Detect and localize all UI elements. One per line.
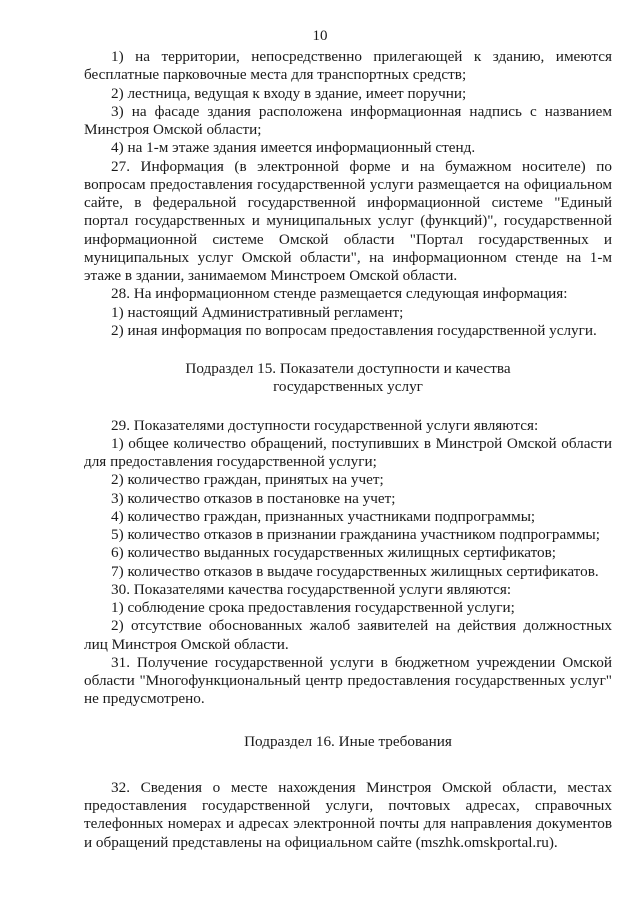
paragraph-28: 28. На информационном стенде размещается следующая информация: bbox=[111, 285, 568, 303]
section-15-heading-line-1: Подраздел 15. Показатели доступности и качества bbox=[185, 360, 511, 377]
paragraph-28-item-2: 2) иная информация по вопросам предоставления государственной услуги. bbox=[111, 321, 597, 339]
paragraph-32: 32. Сведения о месте нахождения Минстроя Омской области, местах предоставления государственной услуги, почтовых адресах, справочных телефонных номерах и адресах электронной почты для направления документов и обращений представлены на официальном сайте (mszhk.omskportal.ru). bbox=[84, 778, 612, 851]
paragraph-info-stand: 4) на 1-м этаже здания имеется информационный стенд. bbox=[111, 139, 476, 157]
paragraph-29-item-4: 4) количество граждан, признанных участниками подпрограммы; bbox=[111, 507, 536, 525]
paragraph-27: 27. Информация (в электронной форме и на бумажном носителе) по вопросам предоставления государственной услуги размещается на официальном сайте, в федеральной государственной информационной системе "Единый портал государственных и муниципальных услуг (функций)", государственной информационной системе Омской области "Портал государственных и муниципальных услуг Омской области", на информационном стенде на 1-м этаже в здании, занимаемом Минстроем Омской области. bbox=[84, 157, 612, 284]
paragraph-facade-sign: 3) на фасаде здания расположена информационная надпись с названием Минстроя Омской области; bbox=[84, 102, 612, 138]
paragraph-parking: 1) на территории, непосредственно прилегающей к зданию, имеются бесплатные парковочные места для транспортных средств; bbox=[84, 48, 612, 84]
paragraph-29-item-6: 6) количество выданных государственных жилищных сертификатов; bbox=[111, 544, 557, 562]
paragraph-29-item-3: 3) количество отказов в постановке на учет; bbox=[111, 489, 396, 507]
paragraph-30-item-2: 2) отсутствие обоснованных жалоб заявителей на действия должностных лиц Минстроя Омской области. bbox=[84, 617, 612, 653]
paragraph-stairs: 2) лестница, ведущая к входу в здание, имеет поручни; bbox=[111, 84, 467, 102]
paragraph-29-item-1: 1) общее количество обращений, поступивших в Минстрой Омской области для предоставления государственной услуги; bbox=[84, 434, 612, 470]
paragraph-29-item-2: 2) количество граждан, принятых на учет; bbox=[111, 471, 384, 489]
paragraph-30-item-1: 1) соблюдение срока предоставления государственной услуги; bbox=[111, 599, 515, 616]
paragraph-29: 29. Показателями доступности государственной услуги являются: bbox=[111, 416, 539, 434]
section-16-heading: Подраздел 16. Иные требования bbox=[244, 732, 452, 750]
paragraph-28-item-1: 1) настоящий Административный регламент; bbox=[111, 303, 404, 321]
paragraph-31: 31. Получение государственной услуги в бюджетном учреждении Омской области "Многофункциональный центр предоставления государственных услуг" не предусмотрено. bbox=[84, 653, 612, 708]
section-15-heading-line-2: государственных услуг bbox=[273, 378, 423, 396]
paragraph-29-item-7: 7) количество отказов в выдаче государственных жилищных сертификатов. bbox=[111, 562, 599, 580]
paragraph-30: 30. Показателями качества государственной услуги являются: bbox=[111, 580, 512, 598]
page-number: 10 bbox=[312, 28, 328, 44]
paragraph-29-item-5: 5) количество отказов в признании гражданина участником подпрограммы; bbox=[111, 526, 600, 543]
document-body bbox=[84, 48, 612, 852]
